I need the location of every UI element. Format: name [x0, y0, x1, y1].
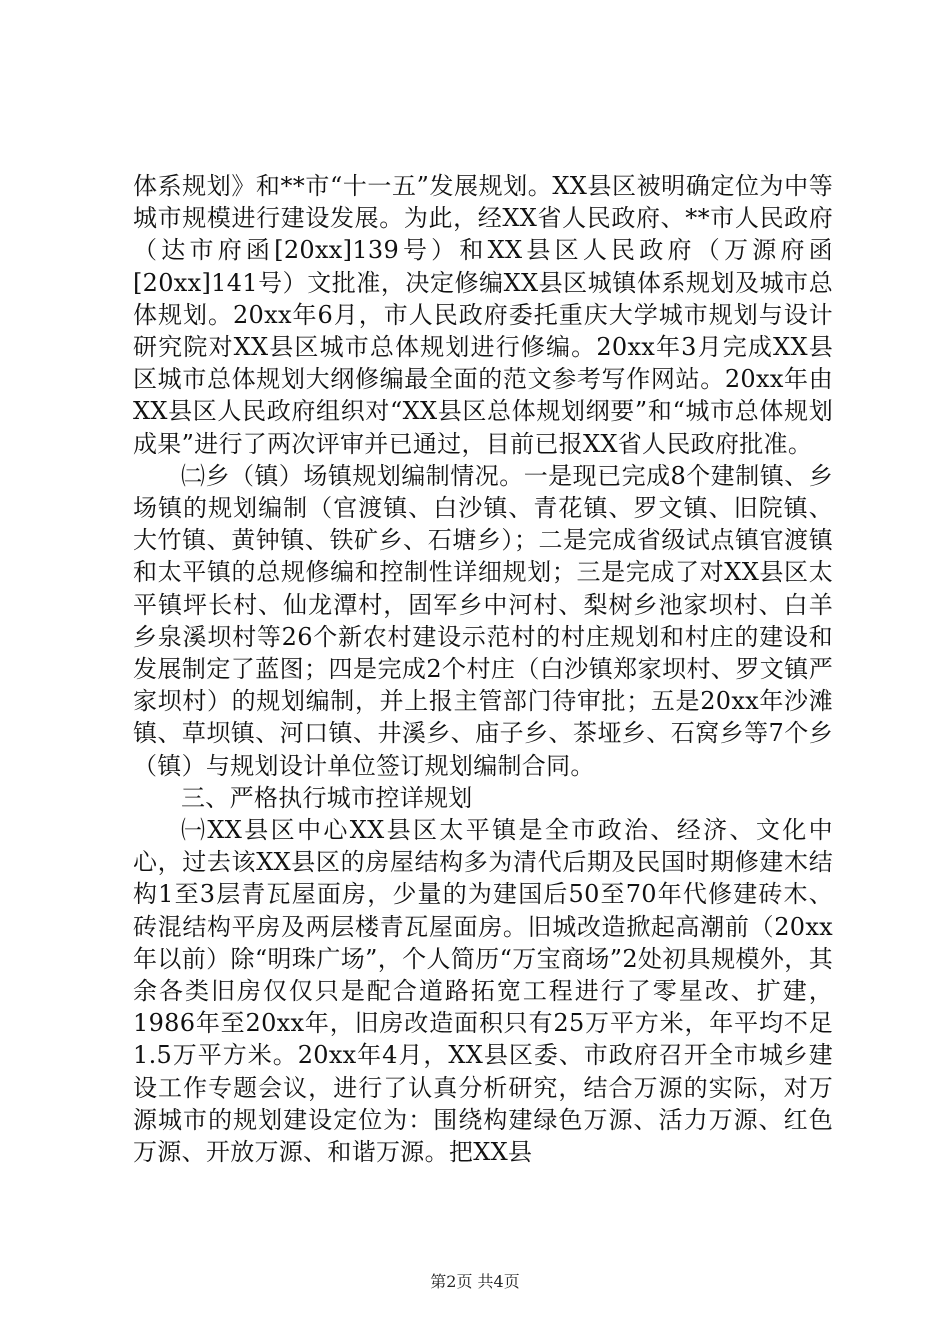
- paragraph-city-center: ㈠XX县区中心XX县区太平镇是全市政治、经济、文化中心，过去该XX县区的房屋结构多为清代后期及民国时期修建木结构1至3层青瓦屋面房，少量的为建国后50至70年代修建砖木、砖混结构平房及两层楼青瓦屋面房。旧城改造掀起高潮前（20xx年以前）除“明珠广场”，个人简历“万宝商场”2处初具规模外，其余各类旧房仅仅只是配合道路拓宽工程进行了零星改、扩建，1986年至20xx年，旧房改造面积只有25万平方米，年平均不足1.5万平方米。20xx年4月，XX县区委、市政府召开全市城乡建设工作专题会议，进行了认真分析研究，结合万源的实际，对万源城市的规划建设定位为：围绕构建绿色万源、活力万源、红色万源、开放万源、和谐万源。把XX县: [133, 816, 833, 1167]
- paragraph-continued-planning: 体系规划》和**市“十一五”发展规划。XX县区被明确定位为中等城市规模进行建设发展。为此，经XX省人民政府、**市人民政府（达市府函[20xx]139号）和XX县区人民政府（万源府函[20xx]141号）文批准，决定修编XX县区城镇体系规划及城市总体规划。20xx年6月，市人民政府委托重庆大学城市规划与设计研究院对XX县区城市总体规划进行修编。20xx年3月完成XX县区城市总体规划大纲修编最全面的范文参考写作网站。20xx年由XX县区人民政府组织对“XX县区总体规划纲要”和“城市总体规划成果”进行了两次评审并已通过，目前已报XX省人民政府批准。: [133, 172, 833, 458]
- section-heading-3: 三、严格执行城市控详规划: [181, 783, 473, 812]
- document-body: [133, 170, 833, 1168]
- paragraph-township-planning: ㈡乡（镇）场镇规划编制情况。一是现已完成8个建制镇、乡场镇的规划编制（官渡镇、白沙镇、青花镇、罗文镇、旧院镇、大竹镇、黄钟镇、铁矿乡、石塘乡）；二是完成省级试点镇官渡镇和太平镇的总规修编和控制性详细规划；三是完成了对XX县区太平镇坪长村、仙龙潭村，固军乡中河村、梨树乡池家坝村、白羊乡泉溪坝村等26个新农村建设示范村的村庄规划和村庄的建设和发展制定了蓝图；四是完成2个村庄（白沙镇郑家坝村、罗文镇严家坝村）的规划编制，并上报主管部门待审批；五是20xx年沙滩镇、草坝镇、河口镇、井溪乡、庙子乡、茶垭乡、石窝乡等7个乡（镇）与规划设计单位签订规划编制合同。: [133, 461, 833, 780]
- page-footer: 第2页 共4页: [430, 1272, 520, 1291]
